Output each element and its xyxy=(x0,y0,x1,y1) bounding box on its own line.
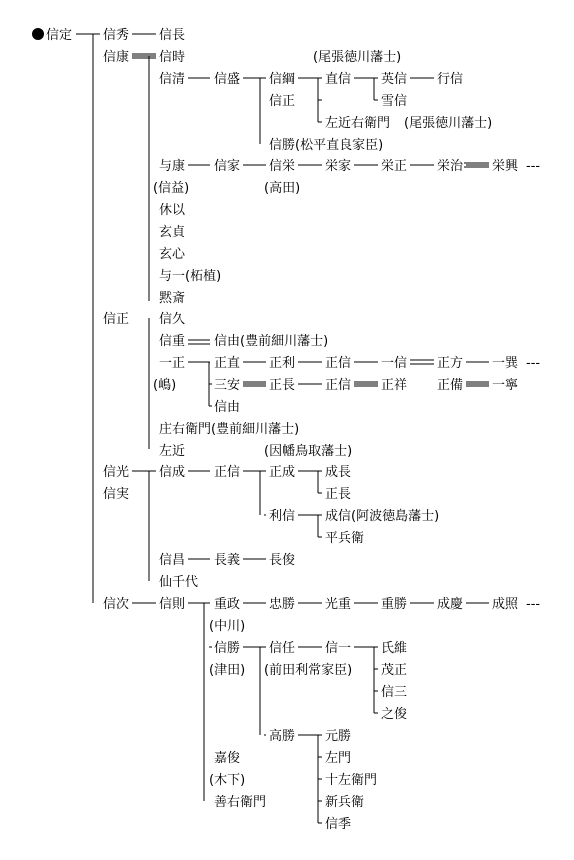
node-n62: 正長 xyxy=(325,487,352,502)
node-n80: 信勝 xyxy=(214,641,241,656)
node-n56: 信光 xyxy=(103,465,130,480)
root-bullet-icon xyxy=(32,28,44,40)
node-n15: 左近右衛門 xyxy=(325,116,391,131)
node-n32: 黙斎 xyxy=(159,291,186,306)
node-n38: (嶋) xyxy=(153,378,177,393)
node-n6: (尾張徳川藩士) xyxy=(313,50,402,65)
node-n1: 信定 xyxy=(46,28,73,43)
node-n57: 信実 xyxy=(103,487,130,502)
node-n45: --- xyxy=(526,356,541,371)
node-n3: 信長 xyxy=(159,28,186,43)
node-n14: 信正 xyxy=(269,94,296,109)
node-n36: 信由(豊前細川藩士) xyxy=(214,334,329,349)
node-n5: 信時 xyxy=(159,50,186,65)
node-n92: 左門 xyxy=(325,751,352,766)
node-n9: 信綱 xyxy=(269,72,296,87)
node-n93: (木下) xyxy=(209,773,246,788)
node-n26: 栄興 xyxy=(492,159,519,174)
node-n91: 嘉俊 xyxy=(214,751,241,766)
node-n67: 長義 xyxy=(214,553,241,568)
node-n88: 之俊 xyxy=(381,707,408,722)
node-n47: 正長 xyxy=(269,378,296,393)
node-n86: 茂正 xyxy=(381,663,408,678)
node-n48: 正信 xyxy=(325,378,352,393)
node-n16: (尾張徳川藩士) xyxy=(404,116,493,131)
node-n84: 氏維 xyxy=(381,641,408,656)
node-n29: 玄貞 xyxy=(159,225,186,240)
node-n59: 正信 xyxy=(214,465,241,480)
node-n58: 信成 xyxy=(159,465,186,480)
node-n30: 玄心 xyxy=(159,247,186,262)
node-n81: (津田) xyxy=(209,663,246,678)
node-n46: 三安 xyxy=(214,378,241,393)
node-n75: 重勝 xyxy=(381,597,408,612)
node-n94: 十左衛門 xyxy=(325,773,378,788)
node-n23: 栄家 xyxy=(325,159,352,174)
node-n72: 重政 xyxy=(214,597,241,612)
node-n76: 成慶 xyxy=(437,597,464,612)
node-n55: (因幡鳥取藩士) xyxy=(264,444,353,459)
node-n43: 正方 xyxy=(437,356,464,371)
node-n28: 休以 xyxy=(159,203,186,218)
node-n68: 長俊 xyxy=(269,553,296,568)
node-n37: 一正 xyxy=(159,356,186,371)
node-n18: 与康 xyxy=(159,159,186,174)
node-n8: 信盛 xyxy=(214,72,241,87)
node-n65: 平兵衛 xyxy=(325,531,365,546)
node-n22: (高田) xyxy=(264,181,301,196)
node-n73: 忠勝 xyxy=(269,597,296,612)
node-n96: 新兵衛 xyxy=(325,795,365,810)
node-n74: 光重 xyxy=(325,597,352,612)
node-n87: 信三 xyxy=(381,685,408,700)
node-n83: 信一 xyxy=(325,641,352,656)
node-n25: 栄治 xyxy=(437,159,464,174)
node-n85: (前田利常家臣) xyxy=(264,663,353,678)
node-n21: 信栄 xyxy=(269,159,296,174)
node-n89: 高勝 xyxy=(269,729,296,744)
node-n66: 信昌 xyxy=(159,553,186,568)
node-n51: 一寧 xyxy=(492,378,519,393)
node-n60: 正成 xyxy=(269,465,296,480)
node-n63: 利信 xyxy=(269,509,296,524)
node-n27: --- xyxy=(526,159,541,174)
node-n39: 正直 xyxy=(214,356,241,371)
node-n61: 成長 xyxy=(325,465,352,480)
node-n49: 正祥 xyxy=(381,378,408,393)
node-n97: 信季 xyxy=(325,817,352,832)
node-n41: 正信 xyxy=(325,356,352,371)
node-n44: 一巽 xyxy=(492,356,519,371)
node-n13: 雪信 xyxy=(381,94,408,109)
node-n42: 一信 xyxy=(381,356,408,371)
node-n54: 左近 xyxy=(159,444,186,459)
node-n79: (中川) xyxy=(209,619,246,634)
node-n64: 成信(阿波徳島藩士) xyxy=(325,509,440,524)
node-n82: 信任 xyxy=(269,641,296,656)
node-n70: 信次 xyxy=(103,597,130,612)
node-n71: 信則 xyxy=(159,597,186,612)
node-n50: 正備 xyxy=(437,378,464,393)
node-n40: 正利 xyxy=(269,356,296,371)
node-n33: 信正 xyxy=(103,312,130,327)
tree-labels xyxy=(46,27,540,832)
node-n17: 信勝(松平直良家臣) xyxy=(269,138,384,153)
node-n52: 信由 xyxy=(214,400,241,415)
node-n53: 庄右衛門(豊前細川藩士) xyxy=(159,422,300,437)
node-n11: 英信 xyxy=(381,72,408,87)
node-n10: 直信 xyxy=(325,72,352,87)
node-n4: 信康 xyxy=(103,50,130,65)
node-n19: (信益) xyxy=(153,181,190,196)
node-n12: 行信 xyxy=(437,72,464,87)
node-n2: 信秀 xyxy=(103,28,130,43)
node-n78: --- xyxy=(526,597,541,612)
node-n90: 元勝 xyxy=(325,729,352,744)
node-n69: 仙千代 xyxy=(159,575,199,590)
node-n77: 成照 xyxy=(492,597,519,612)
node-n7: 信清 xyxy=(159,72,186,87)
node-n20: 信家 xyxy=(214,159,241,174)
node-n95: 善右衛門 xyxy=(214,795,267,810)
node-n34: 信久 xyxy=(159,312,186,327)
node-n31: 与一(柘植) xyxy=(159,269,222,284)
node-n35: 信重 xyxy=(159,334,186,349)
node-n24: 栄正 xyxy=(381,159,408,174)
